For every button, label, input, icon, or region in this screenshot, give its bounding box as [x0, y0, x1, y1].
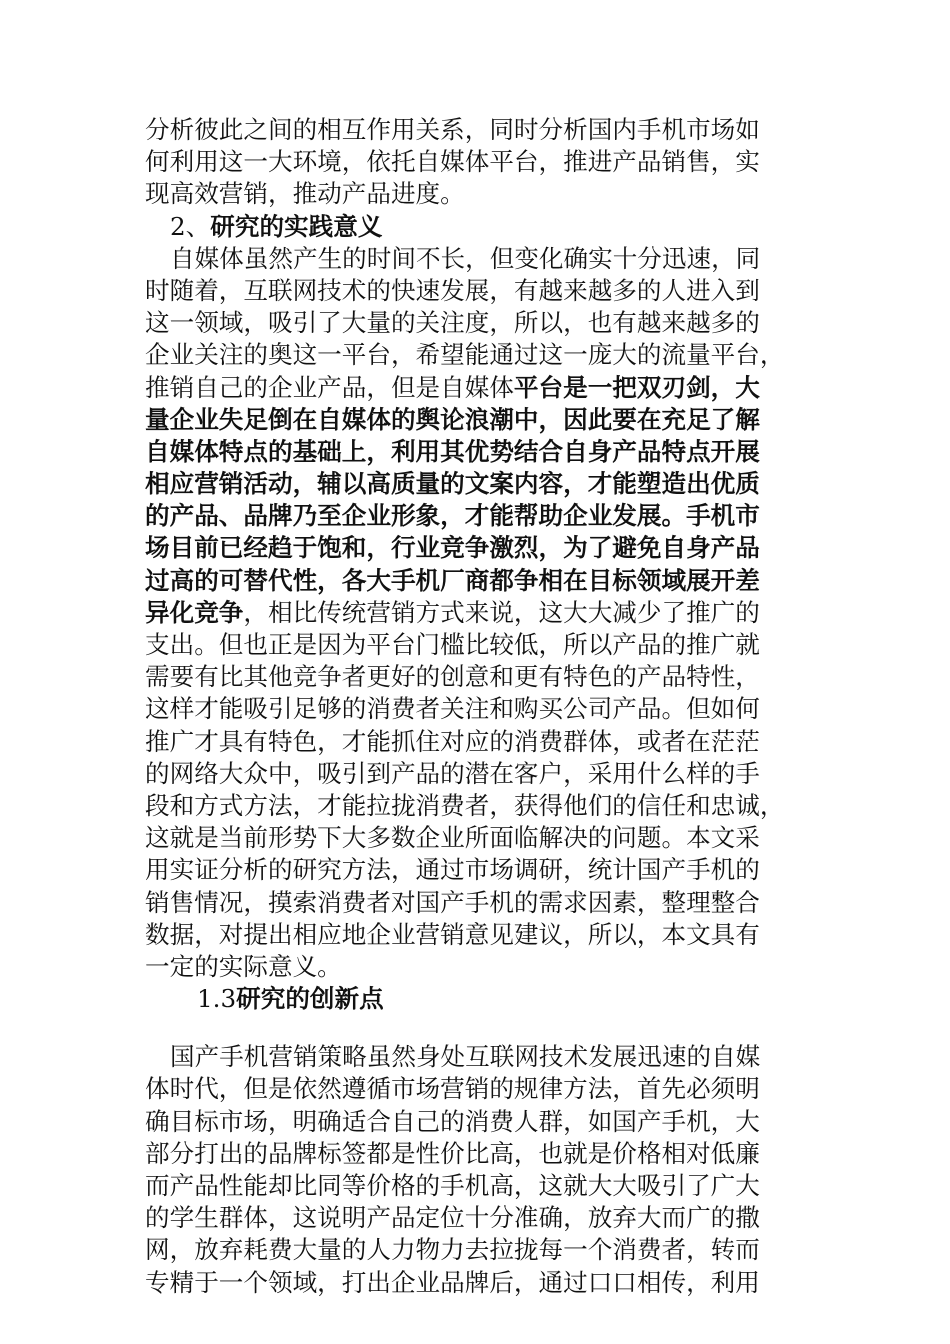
text-line: 数据，对提出相应地企业营销意见建议，所以，本文具有: [145, 919, 760, 949]
text-line: 现高效营销，推动产品进度。: [145, 179, 465, 209]
heading-number: 2、: [170, 211, 211, 241]
text-line: 推广才具有特色，才能抓住对应的消费群体，或者在茫茫: [145, 726, 760, 756]
section-heading-practical: [145, 211, 810, 243]
section-heading-innovation: [145, 983, 810, 1015]
text-line: 的学生群体，这说明产品定位十分准确，放弃大而广的撒: [145, 1203, 760, 1233]
practical-paragraph: [145, 243, 810, 983]
text-line: 销售情况，摸索消费者对国产手机的需求因素，整理整合: [145, 887, 760, 917]
document-page: [145, 114, 810, 1299]
text-line: 一定的实际意义。: [145, 951, 342, 981]
heading-text: 研究的实践意义: [210, 211, 383, 241]
text-line: 企业关注的奥这一平台，希望能通过这一庞大的流量平台，: [145, 340, 785, 370]
text-line: 分析彼此之间的相互作用关系，同时分析国内手机市场如: [145, 115, 760, 144]
text-line: 这就是当前形势下大多数企业所面临解决的问题。本文采: [145, 823, 760, 853]
text-line-bold: 自媒体特点的基础上，利用其优势结合自身产品特点开展: [145, 436, 760, 466]
text-line: 段和方式方法，才能拉拢消费者，获得他们的信任和忠诚，: [145, 790, 785, 820]
text-line: 体时代，但是依然遵循市场营销的规律方法，首先必须明: [145, 1074, 760, 1104]
text-line: 自媒体虽然产生的时间不长，但变化确实十分迅速，同: [170, 243, 761, 273]
text-line: 网，放弃耗费大量的人力物力去拉拢每一个消费者，转而: [145, 1235, 760, 1265]
text-line: 何利用这一大环境，依托自媒体平台，推进产品销售，实: [145, 147, 760, 177]
text-line-bold: 过高的可替代性，各大手机厂商都争相在目标领域展开差: [145, 565, 760, 595]
text-line: 推销自己的企业产品，但是自媒体平台是一把双刃剑，大: [145, 372, 760, 402]
heading-text: 研究的创新点: [236, 984, 384, 1014]
text-line-bold: 场目前已经趋于饱和，行业竞争激烈，为了避免自身产品: [145, 533, 760, 563]
intro-paragraph: [145, 114, 810, 211]
text-line-bold: 相应营销活动，辅以高质量的文案内容，才能塑造出优质: [145, 469, 760, 499]
innovation-paragraph: [145, 1041, 810, 1299]
text-line: 用实证分析的研究方法，通过市场调研，统计国产手机的: [145, 855, 760, 885]
text-line: 支出。但也正是因为平台门槛比较低，所以产品的推广就: [145, 630, 760, 659]
heading-number: 1.3: [197, 984, 237, 1014]
text-line: 确目标市场，明确适合自己的消费人群，如国产手机，大: [145, 1106, 760, 1136]
spacer: [145, 1015, 810, 1041]
text-line: 异化竞争，相比传统营销方式来说，这大大减少了推广的: [145, 597, 760, 627]
text-line-bold: 量企业失足倒在自媒体的舆论浪潮中，因此要在充足了解: [145, 404, 760, 434]
text-line-bold: 的产品、品牌乃至企业形象，才能帮助企业发展。手机市: [145, 501, 760, 531]
text-line: 的网络大众中，吸引到产品的潜在客户，采用什么样的手: [145, 758, 760, 788]
text-line: 专精于一个领域，打出企业品牌后，通过口口相传，利用: [145, 1267, 760, 1297]
text-line: 国产手机营销策略虽然身处互联网技术发展迅速的自媒: [170, 1042, 761, 1072]
text-line: 部分打出的品牌标签都是性价比高，也就是价格相对低廉: [145, 1138, 760, 1168]
text-line: 时随着，互联网技术的快速发展，有越来越多的人进入到: [145, 275, 760, 305]
text-line: 这样才能吸引足够的消费者关注和购买公司产品。但如何: [145, 694, 760, 724]
text-line: 而产品性能却比同等价格的手机高，这就大大吸引了广大: [145, 1171, 760, 1200]
text-line: 需要有比其他竞争者更好的创意和更有特色的产品特性，: [145, 662, 760, 692]
text-line: 这一领域，吸引了大量的关注度，所以，也有越来越多的: [145, 308, 760, 338]
